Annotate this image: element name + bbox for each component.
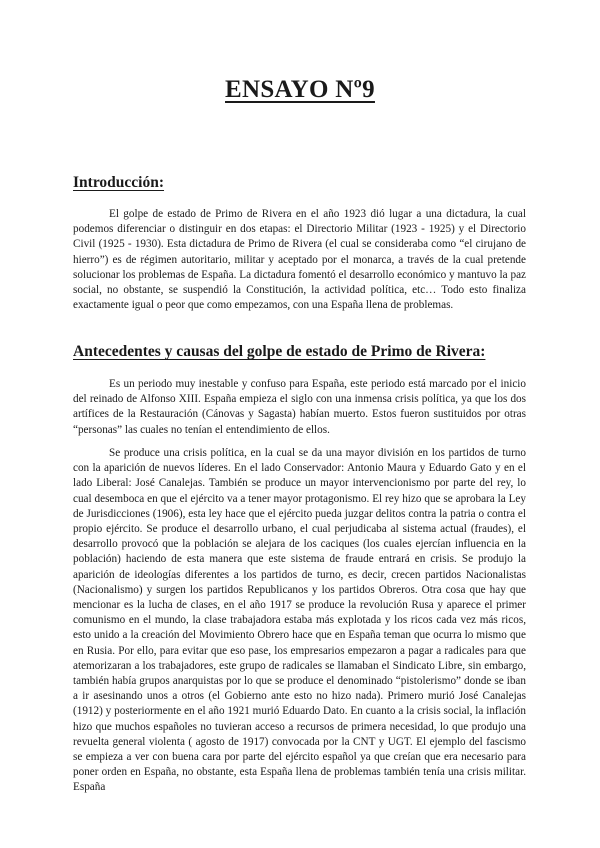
section-heading-introduccion: Introducción:	[73, 174, 165, 191]
paragraph-introduccion: El golpe de estado de Primo de Rivera en el año 1923 dió lugar a una dictadura, la cual podemos diferenciar o distinguir en dos etapas: el Directorio Militar (1923 - 1925) y el Directorio Civil (1925 - 1930). Esta dictadura de Primo de Rivera (el cual se consideraba como “el cirujano de hierro”) es de régimen autoritario, militar y aceptado por el monarca, a través de la cual pretende solucionar los problemas de España. La dictadura fomentó el desarrollo económico y mantuvo la paz social, no obstante, se suspendió la Constitución, la actividad política, etc… Todo esto finaliza exactamente igual o peor que como empezamos, con una España llena de problemas.	[73, 208, 526, 312]
paragraph-antecedentes-2: Se produce una crisis política, en la cual se da una mayor división en los partidos de turno con la aparición de nuevos líderes. En el lado Conservador: Antonio Maura y Eduardo Gato y en el lado Liberal: José Canalejas. También se produce un mayor intervencionismo por parte del rey, lo cual desemboca en que el ejército va a tener mayor protagonismo. El rey hizo que se aprobara la Ley de Jurisdicciones (1906), esta ley hace que el ejército pueda juzgar delitos contra la patria o contra el propio ejército. Se produce el desarrollo urbano, el cual perjudicaba al sistema actual (fraudes), el desarrollo provocó que la población se alejara de los caciques (los cuales ejercían influencia en la población) haciendo de esta manera que este sistema de fraude entrará en crisis. Se produjo la aparición de ideologías diferentes a los partidos de turno, es decir, crecen partidos Nacionalistas (Nacionalismo) y surgen los partidos Republicanos y los partidos Obreros. Otra cosa que hay que mencionar es la lucha de clases, en el año 1917 se produce la revolución Rusa y aparece el primer comunismo en el mundo, la clase trabajadora estaba más explotada y los ricos cada vez más ricos, esto unido a la creación del Movimiento Obrero hace que en España teman que ocurra lo mismo que en Rusia. Por ello, para evitar que eso pase, los empresarios empezaron a pagar a radicales para que atemorizaran a los trabajadores, este grupo de radicales se llamaban el Sindicato Libre, sin embargo, también había grupos anarquistas por lo que se produce el denominado “pistolerismo” donde se iban a ir asesinando unos a otros (el Gobierno ante esto no hizo nada). Primero murió José Canalejas (1912) y posteriormente en el año 1921 murió Eduardo Dato. En cuanto a la crisis social, la inflación hizo que muchos españoles no tuvieran acceso a recursos de primera necesidad, lo que produjo una revuelta general violenta ( agosto de 1917) convocada por la CNT y UGT. El ejemplo del fascismo se empieza a ver con buena cara por parte del ejército español ya que creían que era necesario para poner orden en España, no obstante, esta España llena de problemas también tenía una crisis militar. España	[73, 447, 526, 794]
section-heading-antecedentes: Antecedentes y causas del golpe de estado de Primo de Rivera:	[73, 343, 486, 360]
paragraph-antecedentes-1: Es un periodo muy inestable y confuso para España, este periodo está marcado por el inicio del reinado de Alfonso XIII. España empieza el siglo con una inmensa crisis política, ya que los dos artífices de la Restauración (Cánovas y Sagasta) habían muerto. Estos fueron sustituidos por otras “personas” las cuales no tenían el entendimiento de ellos.	[73, 378, 526, 436]
document-title: ENSAYO Nº9	[225, 76, 375, 103]
